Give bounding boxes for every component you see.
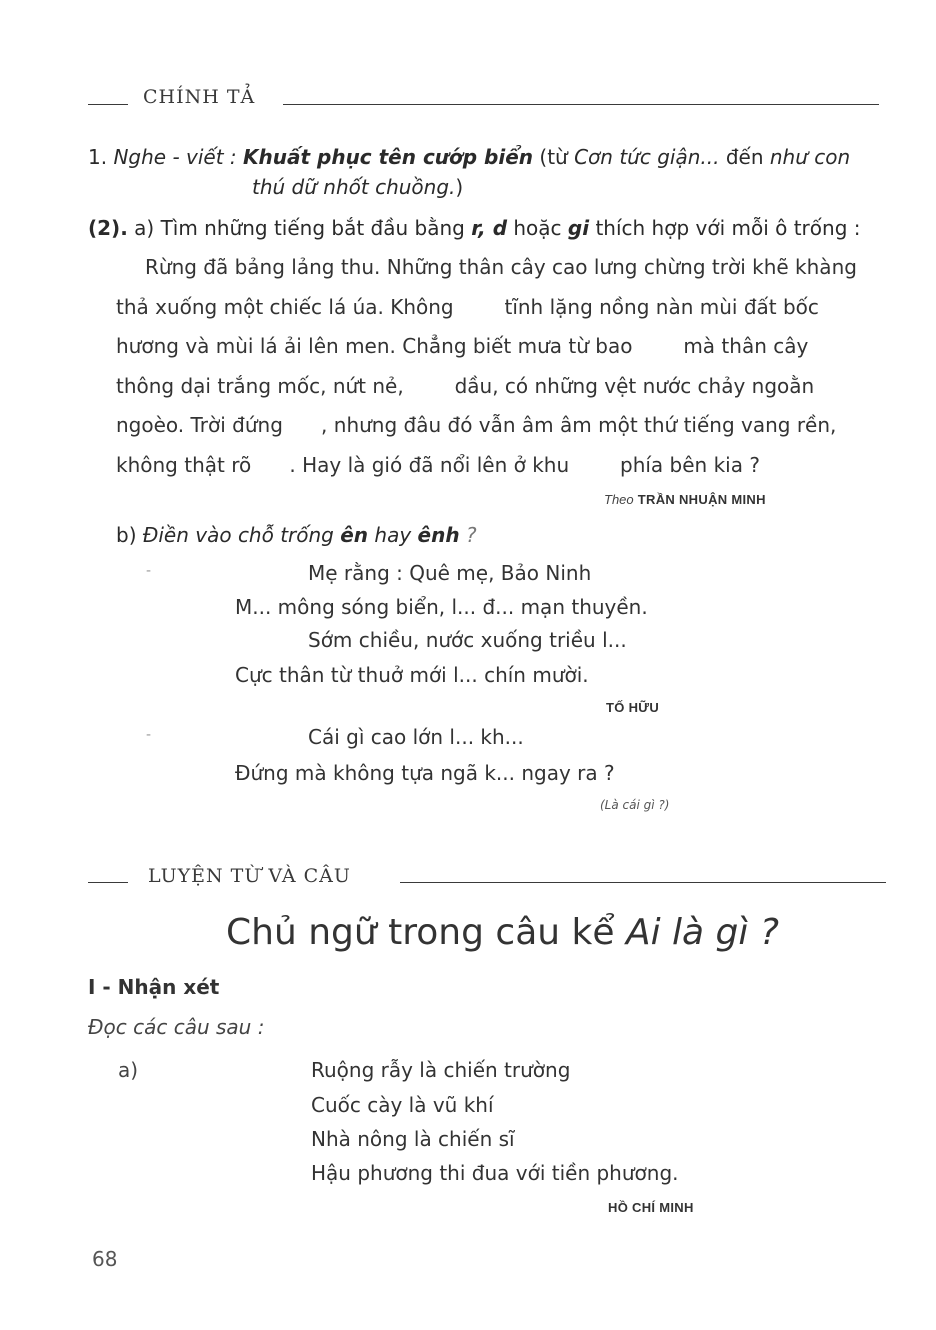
- passage-source: [604, 492, 766, 508]
- passage-line-2: thả xuống một chiếc lá úa. Không tĩnh lặng nồng nàn mùi đất bốc: [116, 295, 819, 319]
- poem2-line-1: Cái gì cao lớn l... kh...: [308, 725, 524, 749]
- part-b-enh: ênh: [417, 523, 460, 547]
- poem1-line-2: M... mông sóng biển, l... đ... mạn thuyền.: [235, 595, 648, 619]
- range-end-b: thú dữ nhốt chuồng.: [252, 175, 456, 199]
- part-b-hay: hay: [374, 523, 412, 547]
- poem1-line-4: Cực thân từ thuở mới l... chín mười.: [235, 663, 589, 687]
- part-a-or: hoặc: [513, 216, 562, 240]
- source-author: TRẦN NHUẬN MINH: [637, 492, 766, 507]
- exercise-2a-instruction: [88, 216, 861, 240]
- part-a-gi: gi: [567, 216, 590, 240]
- passage-line-6: không thật rõ . Hay là gió đã nổi lên ở khu phía bên kia ?: [116, 453, 760, 477]
- part1-poem-line-4: Hậu phương thi đua với tiền phương.: [311, 1161, 679, 1185]
- part-a-end: thích hợp với mỗi ô trống :: [595, 216, 861, 240]
- poem2-line-2: Đứng mà không tựa ngã k... ngay ra ?: [235, 761, 615, 785]
- exercise-2-number: (2).: [88, 216, 128, 240]
- section-title-luyen-tu-va-cau: LUYỆN TỪ VÀ CÂU: [148, 865, 351, 887]
- poem2-source: (Là cái gì ?): [600, 798, 670, 812]
- part-a-letters: r, d: [471, 216, 508, 240]
- range-start: Cơn tức giận...: [574, 145, 720, 169]
- page-number: 68: [92, 1247, 118, 1271]
- exercise-1-line-2: [252, 175, 463, 199]
- exercise-title: Khuất phục tên cướp biển: [243, 145, 534, 169]
- section-rule-right: [283, 104, 879, 105]
- part1-poem-line-3: Nhà nông là chiến sĩ: [311, 1127, 515, 1151]
- section2-rule-right: [400, 882, 886, 883]
- part1-poem-line-1: Ruộng rẫy là chiến trường: [311, 1058, 571, 1082]
- part1-source: HỒ CHÍ MINH: [608, 1200, 694, 1215]
- poem1-dash: -: [146, 563, 152, 579]
- exercise-2b-instruction: [116, 523, 477, 547]
- lesson-title-italic: Ai là gì ?: [625, 912, 779, 953]
- passage-line-4: thông dại trắng mốc, nứt nẻ, dầu, có những vệt nước chảy ngoằn: [116, 374, 815, 398]
- section-rule-left: [88, 104, 128, 105]
- lesson-title-main: Chủ ngữ trong câu kể: [226, 912, 615, 953]
- poem1-line-3: Sớm chiều, nước xuống triều l...: [308, 628, 627, 652]
- part-b-qmark: ?: [465, 523, 477, 547]
- range-mid: đến: [725, 145, 764, 169]
- passage-line-5: ngoèo. Trời đứng , nhưng đâu đó vẫn âm âm một thứ tiếng vang rền,: [116, 413, 837, 437]
- part-b-label: b): [116, 523, 137, 547]
- part1-heading: I - Nhận xét: [88, 975, 220, 999]
- lesson-title: [226, 912, 779, 953]
- passage-line-3: hương và mùi lá ải lên men. Chẳng biết mưa từ bao mà thân cây: [116, 334, 809, 358]
- exercise-1-line-1: [88, 145, 850, 169]
- range-end-a: như con: [769, 145, 851, 169]
- part-b-en: ên: [340, 523, 369, 547]
- part1-label-a: a): [118, 1058, 139, 1082]
- section-title-chinh-ta: CHÍNH TẢ: [143, 86, 256, 108]
- part1-instruction: Đọc các câu sau :: [88, 1015, 265, 1039]
- section2-rule-left: [88, 882, 128, 883]
- exercise-number: 1.: [88, 145, 108, 169]
- part-a-text: a) Tìm những tiếng bắt đầu bằng: [134, 216, 465, 240]
- range-open: (từ: [539, 145, 568, 169]
- source-prefix: Theo: [604, 492, 634, 507]
- part1-poem-line-2: Cuốc cày là vũ khí: [311, 1093, 494, 1117]
- poem2-dash: -: [146, 727, 152, 743]
- part-b-text: Điền vào chỗ trống: [142, 523, 334, 547]
- poem1-line-1: Mẹ rằng : Quê mẹ, Bảo Ninh: [308, 561, 592, 585]
- poem1-source: TỐ HỮU: [606, 700, 660, 715]
- passage-line-1: Rừng đã bảng lảng thu. Những thân cây cao lưng chừng trời khẽ khàng: [145, 255, 857, 279]
- exercise-mode: Nghe - viết :: [113, 145, 237, 169]
- range-close: ): [455, 175, 464, 199]
